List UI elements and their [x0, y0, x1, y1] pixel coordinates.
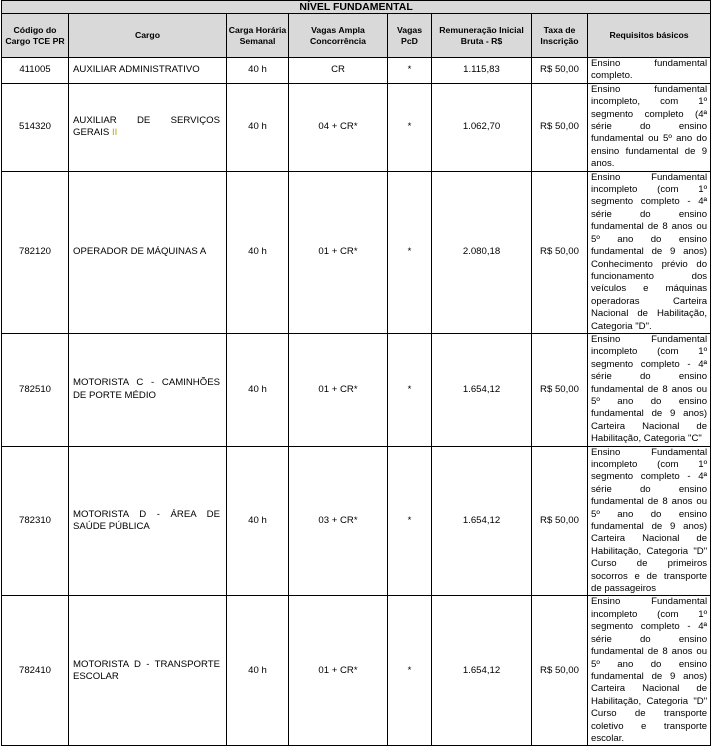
- cell-requisitos: Ensino fundamental completo.: [588, 58, 711, 84]
- cargo-text: AUXILIAR DE SERVIÇOS GERAIS: [73, 114, 220, 139]
- cell-carga: 40 h: [227, 171, 289, 333]
- cell-vagas-pcd: *: [388, 83, 432, 171]
- cell-taxa: R$ 50,00: [532, 83, 588, 171]
- cell-vagas-ampla: 04 + CR*: [289, 83, 388, 171]
- cargo-text: OPERADOR DE MÁQUINAS A: [73, 246, 207, 258]
- cell-codigo: 782120: [2, 171, 69, 333]
- cell-carga: 40 h: [227, 333, 289, 446]
- header-carga: Carga Horária Semanal: [227, 14, 289, 58]
- cell-carga: 40 h: [227, 83, 289, 171]
- table-row: [2, 58, 711, 84]
- cell-vagas-pcd: *: [388, 596, 432, 746]
- table-row: [2, 333, 711, 446]
- cell-cargo: [69, 83, 227, 171]
- cargo-text: AUXILIAR ADMINISTRATIVO: [73, 64, 200, 76]
- cell-remuneracao: 1.062,70: [432, 83, 532, 171]
- cargo-text: MOTORISTA D - ÁREA DE SAÚDE PÚBLICA: [73, 508, 220, 533]
- cell-requisitos: Ensino Fundamental incompleto (com 1º segmento completo - 4ª série do ensino fundamental de 8 anos ou 5º ano do ensino fundamental de 9 anos) Carteira Nacional de Habilitação, Categoria "D" Curso de transporte coletivo e transporte escolar.: [588, 596, 711, 746]
- table-row: [2, 83, 711, 171]
- cell-cargo: [69, 58, 227, 84]
- cell-requisitos: Ensino Fundamental incompleto (com 1º segmento completo - 4ª série do ensino fundamental de 8 anos ou 5º ano do ensino fundamental de 9 anos) Carteira Nacional de Habilitação, Categoria "D" Curso de primeiros socorros e de transporte de passageiros: [588, 446, 711, 596]
- table-title: NÍVEL FUNDAMENTAL: [2, 1, 711, 14]
- cell-carga: 40 h: [227, 446, 289, 596]
- cargo-text: MOTORISTA D - TRANSPORTE ESCOLAR: [73, 658, 220, 682]
- cell-cargo: [69, 596, 227, 746]
- cell-remuneracao: 2.080,18: [432, 171, 532, 333]
- cell-codigo: 782510: [2, 333, 69, 446]
- cargo-suffix: II: [111, 127, 118, 139]
- vacancies-table: [1, 0, 711, 746]
- cell-codigo: 514320: [2, 83, 69, 171]
- cell-cargo: [69, 171, 227, 333]
- header-vagas-pcd: Vagas PcD: [388, 14, 432, 58]
- header-taxa: Taxa de Inscrição: [532, 14, 588, 58]
- cell-vagas-ampla: 03 + CR*: [289, 446, 388, 596]
- cell-vagas-ampla: 01 + CR*: [289, 596, 388, 746]
- cargo-text: MOTORISTA C - CAMINHÕES DE PORTE MÉDIO: [73, 377, 220, 401]
- table-row: [2, 171, 711, 333]
- header-codigo: Código do Cargo TCE PR: [2, 14, 69, 58]
- cell-taxa: R$ 50,00: [532, 58, 588, 84]
- cell-remuneracao: 1.654,12: [432, 333, 532, 446]
- cell-taxa: R$ 50,00: [532, 333, 588, 446]
- cell-vagas-pcd: *: [388, 171, 432, 333]
- cell-vagas-ampla: 01 + CR*: [289, 333, 388, 446]
- cell-taxa: R$ 50,00: [532, 596, 588, 746]
- cell-codigo: 411005: [2, 58, 69, 84]
- cell-requisitos: Ensino fundamental incompleto, com 1º segmento completo (4ª série do ensino fundamental ou 5º ano do ensino fundamental de 9 anos.: [588, 83, 711, 171]
- cell-codigo: 782410: [2, 596, 69, 746]
- table-row: [2, 446, 711, 596]
- cell-taxa: R$ 50,00: [532, 446, 588, 596]
- header-vagas-ampla: Vagas Ampla Concorrência: [289, 14, 388, 58]
- table-row: [2, 596, 711, 746]
- cell-cargo: [69, 446, 227, 596]
- cell-taxa: R$ 50,00: [532, 171, 588, 333]
- cell-codigo: 782310: [2, 446, 69, 596]
- header-remuneracao: Remuneração Inicial Bruta - R$: [432, 14, 532, 58]
- cell-remuneracao: 1.115,83: [432, 58, 532, 84]
- cell-remuneracao: 1.654,12: [432, 446, 532, 596]
- cell-carga: 40 h: [227, 596, 289, 746]
- cell-cargo: [69, 333, 227, 446]
- header-cargo: Cargo: [69, 14, 227, 58]
- cell-requisitos: Ensino Fundamental incompleto (com 1º segmento completo - 4ª série do ensino fundamental de 8 anos ou 5º ano do ensino fundamental de 9 anos) Carteira Nacional de Habilitação, Categoria "C": [588, 333, 711, 446]
- cell-vagas-ampla: 01 + CR*: [289, 171, 388, 333]
- cell-vagas-pcd: *: [388, 58, 432, 84]
- cell-vagas-pcd: *: [388, 333, 432, 446]
- cell-carga: 40 h: [227, 58, 289, 84]
- cell-vagas-pcd: *: [388, 446, 432, 596]
- cell-vagas-ampla: CR: [289, 58, 388, 84]
- cell-requisitos: Ensino Fundamental incompleto (com 1º segmento completo - 4ª série do ensino fundamental de 8 anos ou 5º ano do ensino fundamental de 9 anos) Conhecimento prévio do funcionamento dos veículos e máquinas operadoras Carteira Nacional de Habilitação, Categoria "D".: [588, 171, 711, 333]
- header-requisitos: Requisitos básicos: [588, 14, 711, 58]
- cell-remuneracao: 1.654,12: [432, 596, 532, 746]
